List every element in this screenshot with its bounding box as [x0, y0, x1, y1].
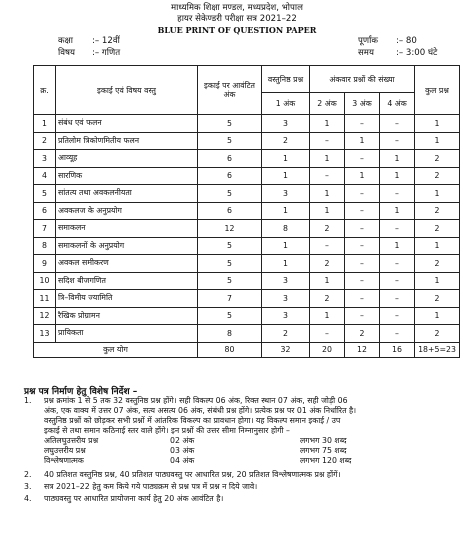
class-value: :– 12वीं [92, 36, 120, 46]
alloted-marks: 5 [198, 237, 262, 255]
table-row [34, 185, 460, 203]
total-questions: 1 [415, 132, 460, 150]
total-objective: 32 [262, 342, 310, 357]
four-mark-count: – [380, 325, 415, 343]
objective-count: 3 [262, 185, 310, 203]
four-mark-count: – [380, 255, 415, 273]
header-unit: इकाई एवं विषय वस्तु [56, 66, 198, 115]
total-row [34, 342, 460, 357]
objective-count: 3 [262, 307, 310, 325]
objective-count: 1 [262, 255, 310, 273]
three-mark-count: – [345, 150, 380, 168]
instruction-line: सत्र 2021–22 हेतु कम किये गये पाठ्यक्रम से प्रश्न पत्र में प्रश्न न दिये जावे। [44, 482, 258, 491]
four-mark-count: – [380, 220, 415, 238]
three-mark-count: – [345, 290, 380, 308]
row-number: 1 [34, 115, 56, 133]
word-limit-marks: 03 अंक [170, 446, 195, 455]
table-row [34, 220, 460, 238]
unit-name: सांतत्य तथा अवकलनीयता [56, 185, 198, 203]
unit-name: समाकलनों के अनुप्रयोग [56, 237, 198, 255]
four-mark-count: – [380, 132, 415, 150]
two-mark-count: – [310, 237, 345, 255]
table-row [34, 325, 460, 343]
four-mark-count: – [380, 185, 415, 203]
word-limit-marks: 02 अंक [170, 436, 195, 445]
table-row [34, 202, 460, 220]
four-mark-count: – [380, 307, 415, 325]
word-limit-words: लगभग 75 शब्द [300, 446, 347, 455]
header-sno: क्र. [34, 66, 56, 115]
two-mark-count: – [310, 132, 345, 150]
alloted-marks: 5 [198, 307, 262, 325]
total-questions: 1 [415, 272, 460, 290]
four-mark-count: 1 [380, 202, 415, 220]
three-mark-count: – [345, 307, 380, 325]
instruction-line: वस्तुनिष्ठ प्रश्नों को छोड़कर सभी प्रश्नों में आंतरिक विकल्प का प्रावधान होगा। यह विकल्प समान इकाई / उप [44, 416, 341, 425]
header-markwise-count: अंकवार प्रश्नों की संख्या [310, 66, 415, 93]
instruction-number: 3. [24, 482, 32, 491]
row-number: 7 [34, 220, 56, 238]
alloted-marks: 12 [198, 220, 262, 238]
alloted-marks: 5 [198, 185, 262, 203]
unit-name: अवकलज के अनुप्रयोग [56, 202, 198, 220]
table-row [34, 255, 460, 273]
alloted-marks: 6 [198, 202, 262, 220]
time-value: :– 3:00 घंटे [396, 48, 438, 58]
four-mark-count: – [380, 290, 415, 308]
total-questions: 2 [415, 150, 460, 168]
three-mark-count: – [345, 202, 380, 220]
unit-name: संबंध एवं फलन [56, 115, 198, 133]
row-number: 10 [34, 272, 56, 290]
unit-name: सदिश बीजगणित [56, 272, 198, 290]
word-limit-type: विश्लेषणात्मक [44, 456, 84, 465]
total-two-mark: 20 [310, 342, 345, 357]
three-mark-count: – [345, 115, 380, 133]
total-questions: 2 [415, 255, 460, 273]
unit-name: सारणिक [56, 167, 198, 185]
marks-value: :– 80 [396, 36, 417, 46]
three-mark-count: 2 [345, 325, 380, 343]
three-mark-count: – [345, 272, 380, 290]
table-row [34, 132, 460, 150]
table-row [34, 167, 460, 185]
instruction-line: 40 प्रतिशत वस्तुनिष्ठ प्रश्न, 40 प्रतिशत पाठ्यवस्तु पर आधारित प्रश्न, 20 प्रतिशत विश्लेषणात्मक प्रश्न होंगें। [44, 470, 341, 479]
total-alloted: 80 [198, 342, 262, 357]
instruction-line: अंक, एक वाक्य में उत्तर 07 अंक, सत्य असत्य 06 अंक, संबंधी प्रश्न होंगे। प्रत्येक प्रश्न पर 01 अंक निर्धारित है। [44, 406, 357, 415]
objective-count: 1 [262, 167, 310, 185]
row-number: 6 [34, 202, 56, 220]
total-questions: 1 [415, 115, 460, 133]
table-row [34, 307, 460, 325]
subject-value: :– गणित [92, 48, 121, 58]
header-4-marks: 4 अंक [380, 93, 415, 115]
document-title: BLUE PRINT OF QUESTION PAPER [157, 25, 317, 35]
grand-total: 18+5=23 [415, 342, 460, 357]
word-limit-words: लगभग 120 शब्द [300, 456, 352, 465]
exam-session: हायर सेकेण्डरी परीक्षा सत्र 2021–22 [177, 14, 297, 24]
alloted-marks: 5 [198, 272, 262, 290]
alloted-marks: 5 [198, 255, 262, 273]
total-questions: 2 [415, 220, 460, 238]
row-number: 5 [34, 185, 56, 203]
objective-count: 8 [262, 220, 310, 238]
two-mark-count: 1 [310, 150, 345, 168]
unit-name: त्रि–विमीय ज्यामिति [56, 290, 198, 308]
two-mark-count: 1 [310, 307, 345, 325]
time-label: समय [358, 48, 374, 58]
total-questions: 2 [415, 202, 460, 220]
alloted-marks: 5 [198, 115, 262, 133]
header-2-marks: 2 अंक [310, 93, 345, 115]
two-mark-count: 1 [310, 115, 345, 133]
instruction-line: पाठ्यवस्तु पर आधारित प्रायोजना कार्य हेतु 20 अंक आवंटित है। [44, 494, 224, 503]
header-total-questions: कुल प्रश्न [415, 66, 460, 115]
two-mark-count: 1 [310, 202, 345, 220]
table-row [34, 150, 460, 168]
two-mark-count: 2 [310, 290, 345, 308]
instruction-line: प्रश्न क्रमांक 1 से 5 तक 32 वस्तुनिष्ठ प्रश्न होंगे। सही विकल्प 06 अंक, रिक्त स्थान 07 अंक, सही जोड़ी 06 [44, 396, 348, 405]
total-questions: 2 [415, 325, 460, 343]
header-alloted-marks: इकाई पर आवंटित अंक [198, 66, 262, 115]
total-questions: 2 [415, 290, 460, 308]
three-mark-count: – [345, 220, 380, 238]
four-mark-count: 1 [380, 150, 415, 168]
alloted-marks: 6 [198, 150, 262, 168]
word-limit-marks: 04 अंक [170, 456, 195, 465]
row-number: 4 [34, 167, 56, 185]
objective-count: 3 [262, 115, 310, 133]
instructions-title: प्रश्न पत्र निर्माण हेतु विशेष निर्देश – [24, 387, 138, 397]
instruction-number: 1. [24, 396, 32, 405]
total-questions: 2 [415, 167, 460, 185]
table-row [34, 237, 460, 255]
three-mark-count: – [345, 255, 380, 273]
unit-name: आव्यूह [56, 150, 198, 168]
objective-count: 1 [262, 202, 310, 220]
unit-name: प्रतिलोम त्रिकोणमितीय फलन [56, 132, 198, 150]
two-mark-count: 2 [310, 220, 345, 238]
header-1-mark: 1 अंक [262, 93, 310, 115]
word-limit-type: अतिलघुउत्तरीय प्रश्न [44, 436, 99, 445]
objective-count: 1 [262, 237, 310, 255]
board-name: माध्यमिक शिक्षा मण्डल, मध्यप्रदेश, भोपाल [171, 3, 303, 13]
total-four-mark: 16 [380, 342, 415, 357]
word-limit-words: लगभग 30 शब्द [300, 436, 347, 445]
objective-count: 2 [262, 325, 310, 343]
row-number: 8 [34, 237, 56, 255]
marks-label: पूर्णांक [358, 36, 378, 46]
objective-count: 3 [262, 272, 310, 290]
objective-count: 3 [262, 290, 310, 308]
table-row [34, 290, 460, 308]
alloted-marks: 5 [198, 132, 262, 150]
row-number: 12 [34, 307, 56, 325]
alloted-marks: 8 [198, 325, 262, 343]
row-number: 9 [34, 255, 56, 273]
objective-count: 1 [262, 150, 310, 168]
four-mark-count: 1 [380, 237, 415, 255]
row-number: 2 [34, 132, 56, 150]
row-number: 3 [34, 150, 56, 168]
total-label: कुल योग [34, 342, 198, 357]
subject-label: विषय [58, 48, 75, 58]
total-questions: 1 [415, 237, 460, 255]
word-limit-type: लघुउत्तरीय प्रश्न [44, 446, 86, 455]
blueprint-table [33, 65, 460, 358]
three-mark-count: 1 [345, 132, 380, 150]
objective-count: 2 [262, 132, 310, 150]
total-questions: 1 [415, 185, 460, 203]
total-questions: 1 [415, 307, 460, 325]
three-mark-count: – [345, 237, 380, 255]
table-row [34, 272, 460, 290]
two-mark-count: – [310, 325, 345, 343]
alloted-marks: 6 [198, 167, 262, 185]
two-mark-count: 2 [310, 255, 345, 273]
four-mark-count: – [380, 272, 415, 290]
two-mark-count: 1 [310, 272, 345, 290]
unit-name: प्रायिकता [56, 325, 198, 343]
three-mark-count: – [345, 185, 380, 203]
three-mark-count: 1 [345, 167, 380, 185]
table-row [34, 115, 460, 133]
four-mark-count: – [380, 115, 415, 133]
four-mark-count: 1 [380, 167, 415, 185]
class-label: कक्षा [58, 36, 73, 46]
two-mark-count: – [310, 167, 345, 185]
header-objective: वस्तुनिष्ठ प्रश्न [262, 66, 310, 93]
total-marks-info [358, 36, 417, 46]
row-number: 11 [34, 290, 56, 308]
unit-name: समाकलन [56, 220, 198, 238]
row-number: 13 [34, 325, 56, 343]
header-3-marks: 3 अंक [345, 93, 380, 115]
instruction-line: इकाई से तथा समान कठिनाई स्तर वाले होंगे। इन प्रश्नों की उत्तर सीमा निम्नानुसार होगी – [44, 426, 290, 435]
total-three-mark: 12 [345, 342, 380, 357]
two-mark-count: 1 [310, 185, 345, 203]
time-info [358, 48, 437, 58]
instruction-number: 4. [24, 494, 32, 503]
subject-info [58, 48, 120, 58]
unit-name: रैखिक प्रोग्रामन [56, 307, 198, 325]
unit-name: अवकल समीकरण [56, 255, 198, 273]
class-info [58, 36, 120, 46]
alloted-marks: 7 [198, 290, 262, 308]
instruction-number: 2. [24, 470, 32, 479]
